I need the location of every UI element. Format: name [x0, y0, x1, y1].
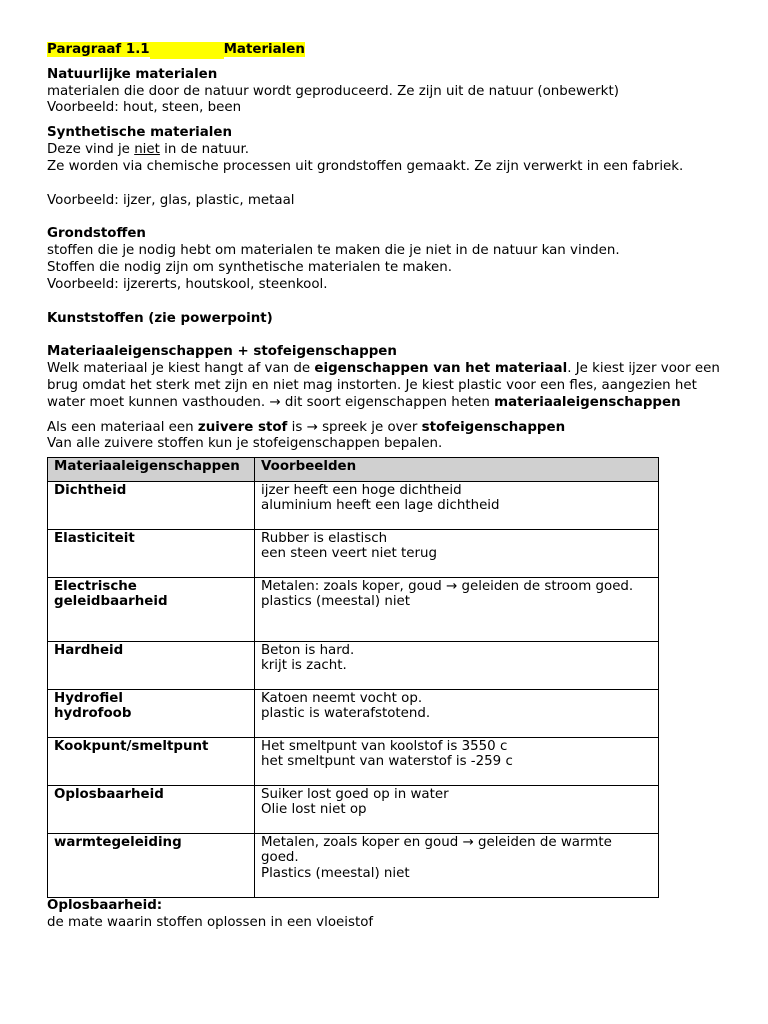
table-row: [48, 785, 659, 833]
section-natuurlijk-title: Natuurlijke materialen: [47, 66, 218, 82]
table-cell-property: Electrische geleidbaarheid: [48, 577, 255, 641]
table-row: [48, 529, 659, 577]
example-line: een steen veert niet terug: [261, 546, 438, 562]
table-cell-examples: [255, 481, 659, 529]
example-line: krijt is zacht.: [261, 658, 347, 674]
section-synthetisch-title: Synthetische materialen: [47, 125, 233, 141]
table-header-examples: Voorbeelden: [255, 458, 659, 482]
table-cell-property: Hardheid: [48, 641, 255, 689]
eigenschappen-paragraph2: [47, 420, 727, 437]
example-line: Rubber is elastisch: [261, 530, 388, 546]
example-line: Metalen: zoals koper, goud → geleiden de stroom goed.: [261, 578, 634, 594]
table-header-row: [48, 458, 659, 482]
table-cell-property: Elasticiteit: [48, 529, 255, 577]
example-line: Suiker lost goed op in water: [261, 786, 449, 802]
section-kunststoffen-title: Kunststoffen (zie powerpoint): [47, 310, 273, 326]
table-cell-property: Oplosbaarheid: [48, 785, 255, 833]
table-row: [48, 577, 659, 641]
table-row: [48, 641, 659, 689]
table-cell-examples: [255, 737, 659, 785]
example-line: Katoen neemt vocht op.: [261, 690, 423, 706]
synthetisch-line1: [47, 142, 727, 159]
p2-c: is → spreek je over: [287, 419, 422, 435]
definition-title: Oplosbaarheid:: [47, 897, 163, 913]
natuurlijk-line2: Voorbeeld: hout, steen, been: [47, 100, 242, 116]
p2-d: stofeigenschappen: [421, 419, 566, 435]
table-cell-property: Hydrofiel hydrofoob: [48, 689, 255, 737]
p2-b: zuivere stof: [197, 419, 288, 435]
synthetisch-line3: Voorbeeld: ijzer, glas, plastic, metaal: [47, 192, 295, 208]
example-line: plastic is waterafstotend.: [261, 706, 431, 722]
eigenschappen-paragraph1: [47, 361, 727, 411]
table-cell-property: warmtegeleiding: [48, 833, 255, 897]
grondstoffen-line2: Stoffen die nodig zijn om synthetische materialen te maken.: [47, 259, 453, 275]
natuurlijk-line1: materialen die door de natuur wordt geproduceerd. Ze zijn uit de natuur (onbewerkt): [47, 83, 619, 99]
synthetisch-line2: Ze worden via chemische processen uit grondstoffen gemaakt. Ze zijn verwerkt in een fabriek.: [47, 158, 684, 174]
table-cell-examples: [255, 641, 659, 689]
heading-title: Materialen: [223, 42, 305, 57]
heading-spacer: [150, 42, 224, 59]
example-line: Olie lost niet op: [261, 802, 367, 818]
example-line: Het smeltpunt van koolstof is 3550 c: [261, 738, 508, 754]
eigenschappen-paragraph3: Van alle zuivere stoffen kun je stofeigenschappen bepalen.: [47, 436, 443, 452]
definition-text: de mate waarin stoffen oplossen in een vloeistof: [47, 914, 374, 930]
example-line: Plastics (meestal) niet: [261, 865, 410, 881]
page-heading: [47, 42, 727, 59]
table-row: [48, 737, 659, 785]
table-row: [48, 481, 659, 529]
synthetisch-niet: niet: [134, 141, 160, 157]
table-row: [48, 833, 659, 897]
example-line: plastics (meestal) niet: [261, 594, 411, 610]
heading-label: Paragraaf 1.1: [47, 42, 150, 57]
example-line: het smeltpunt van waterstof is -259 c: [261, 754, 513, 770]
table-cell-property: Dichtheid: [48, 481, 255, 529]
p2-a: Als een materiaal een: [47, 419, 198, 435]
document-page: [47, 42, 727, 931]
table-cell-examples: [255, 577, 659, 641]
table-header-property: Materiaaleigenschappen: [48, 458, 255, 482]
synthetisch-line1-pre: Deze vind je: [47, 141, 135, 157]
table-cell-examples: [255, 529, 659, 577]
p1-c: . Je kiest ijzer voor een brug omdat het sterk met zijn en niet mag instorten. Je kiest plastic voor een fles, aangezien het water moet kunnen vasthouden. → dit soort eigenschappen heten: [47, 361, 720, 410]
table-cell-property: Kookpunt/smeltpunt: [48, 737, 255, 785]
table-body: [48, 481, 659, 897]
table-cell-examples: [255, 833, 659, 897]
table-row: [48, 689, 659, 737]
grondstoffen-line1: stoffen die je nodig hebt om materialen te maken die je niet in de natuur kan vinden.: [47, 243, 620, 259]
section-grondstoffen-title: Grondstoffen: [47, 226, 146, 242]
table-cell-examples: [255, 689, 659, 737]
grondstoffen-line3: Voorbeeld: ijzererts, houtskool, steenkool.: [47, 276, 328, 292]
example-line: Metalen, zoals koper en goud → geleiden de warmte goed.: [261, 834, 612, 866]
p1-d: materiaaleigenschappen: [494, 394, 681, 410]
table-cell-examples: [255, 785, 659, 833]
example-line: aluminium heeft een lage dichtheid: [261, 498, 500, 514]
section-eigenschappen-title: Materiaaleigenschappen + stofeigenschappen: [47, 344, 397, 360]
p1-b: eigenschappen van het materiaal: [314, 361, 568, 377]
example-line: Beton is hard.: [261, 642, 355, 658]
synthetisch-line1-post: in de natuur.: [159, 141, 250, 157]
example-line: ijzer heeft een hoge dichtheid: [261, 482, 462, 498]
properties-table: [47, 457, 659, 898]
p1-a: Welk materiaal je kiest hangt af van de: [47, 361, 315, 377]
